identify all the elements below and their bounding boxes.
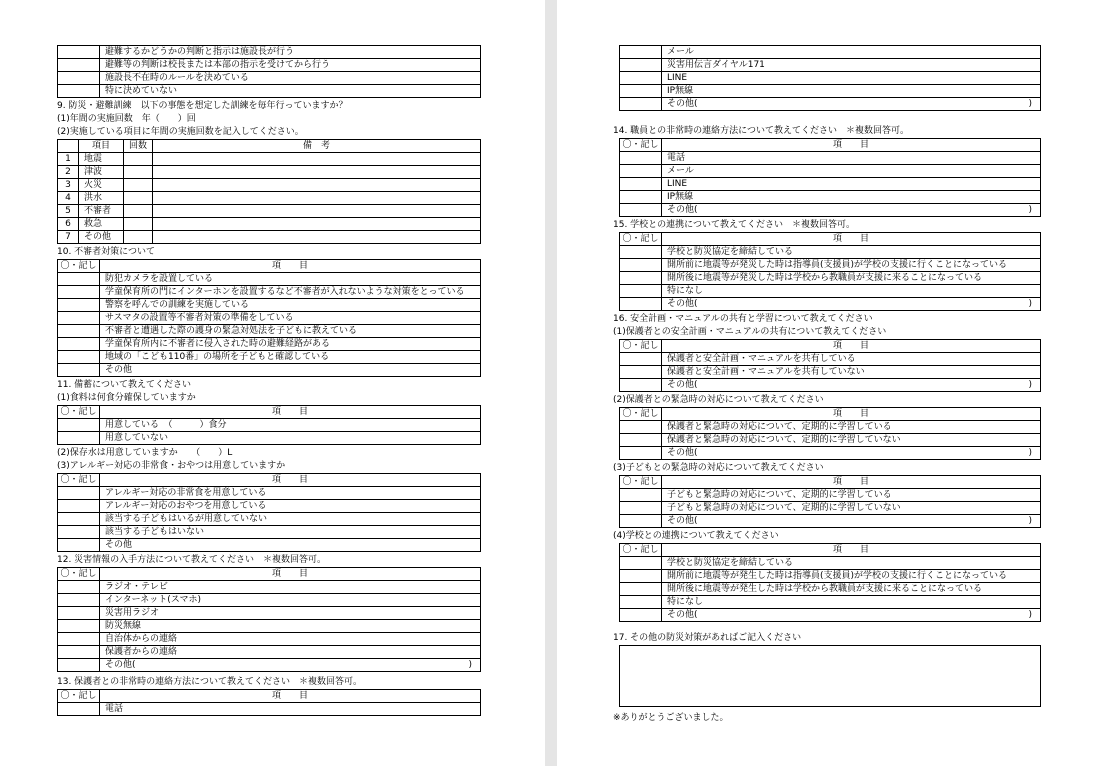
q17-title: 17. その他の防災対策があればご記入ください [613, 633, 802, 643]
q16-school-table [619, 543, 1041, 622]
item-label: サスマタの設置等不審者対策の準備をしている [105, 313, 294, 323]
table-row [58, 581, 481, 594]
mark-cell[interactable] [620, 152, 662, 165]
mark-column-header: 〇・記し [620, 233, 662, 246]
header-row [58, 406, 481, 419]
header-row [620, 340, 1041, 353]
item-label: 特に決めていない [105, 86, 178, 96]
item-label: IP無線 [667, 192, 694, 202]
table-row [58, 432, 481, 445]
item-label: 該当する子どもはいない [105, 527, 205, 537]
table-row [620, 421, 1041, 434]
item-label: その他( [667, 610, 698, 620]
table-row [58, 218, 481, 231]
item-label: その他 [105, 540, 133, 550]
table-row [620, 583, 1041, 596]
q16-title: 16. 安全計画・マニュアルの共有と学習について教えてください [613, 314, 873, 324]
item-label: その他( [667, 380, 698, 390]
item-tail: ) [1028, 299, 1032, 309]
q11-allergy-table [57, 473, 481, 552]
item-label: 防災無線 [105, 621, 142, 631]
item-label: アレルギー対応の非常食を用意している [105, 488, 267, 498]
table-row [620, 379, 1041, 392]
mark-cell[interactable] [58, 594, 100, 607]
q11-line3: (3)アレルギー対応の非常食・おやつは用意していますか [57, 461, 286, 471]
item-label: 地震 [79, 153, 124, 166]
q13-continued-table [619, 45, 1041, 111]
note-cell[interactable] [153, 205, 481, 218]
row-number: 5 [58, 205, 79, 218]
mark-cell[interactable] [620, 298, 662, 311]
table-row [58, 153, 481, 166]
mark-column-header: 〇・記し [620, 544, 662, 557]
table-row [620, 178, 1041, 191]
table-row [620, 59, 1041, 72]
mark-cell[interactable] [58, 500, 100, 513]
item-label: その他 [105, 365, 133, 375]
mark-column-header: 〇・記し [620, 139, 662, 152]
table-row [58, 594, 481, 607]
table-row [620, 353, 1041, 366]
item-label: その他( [667, 299, 698, 309]
table-row [58, 46, 481, 59]
item-label: IP無線 [667, 86, 694, 96]
item-label: 電話 [105, 704, 124, 714]
table-row [620, 298, 1041, 311]
mark-cell[interactable] [620, 489, 662, 502]
table-row [58, 72, 481, 85]
mark-cell[interactable] [620, 98, 662, 111]
q9-line1: (1)年間の実施回数 年（ ）回 [57, 114, 196, 124]
item-label: 開所後に地震等が発災した時は学校から教職員が支援に来ることになっている [667, 273, 983, 283]
item-label: 災害用ラジオ [105, 608, 160, 618]
note-cell[interactable] [153, 166, 481, 179]
mark-cell[interactable] [58, 432, 100, 445]
item-column-header: 項 目 [100, 406, 481, 419]
mark-cell[interactable] [620, 447, 662, 460]
item-label: 学童保育所内に不審者に侵入された時の避難経路がある [105, 339, 331, 349]
item-label: 開所前に地震等が発災した時は指導員(支援員)が学校の支援に行くことになっている [667, 260, 1008, 270]
table-row [58, 273, 481, 286]
q11-food-table [57, 405, 481, 445]
mark-cell[interactable] [58, 581, 100, 594]
count-cell[interactable] [124, 231, 153, 244]
mark-cell[interactable] [620, 285, 662, 298]
table-row [620, 152, 1041, 165]
item-label: 防犯カメラを設置している [105, 274, 214, 284]
item-label: 電話 [667, 153, 686, 163]
mark-cell[interactable] [620, 85, 662, 98]
note-cell[interactable] [153, 153, 481, 166]
mark-cell[interactable] [620, 421, 662, 434]
mark-cell[interactable] [58, 659, 100, 672]
table-row [620, 246, 1041, 259]
table-row [58, 85, 481, 98]
mark-cell[interactable] [58, 85, 100, 98]
table-row [620, 204, 1041, 217]
q14-title: 14. 職員との非常時の連絡方法について教えてください ＊複数回答可。 [613, 126, 909, 136]
mark-cell[interactable] [58, 487, 100, 500]
item-label: その他 [79, 231, 124, 244]
count-cell[interactable] [124, 218, 153, 231]
item-column-header: 項 目 [100, 690, 481, 703]
item-column-header: 項 目 [662, 544, 1041, 557]
item-label: 津波 [79, 166, 124, 179]
table-row [620, 85, 1041, 98]
item-column-header: 項目 [79, 140, 124, 153]
mark-cell[interactable] [620, 379, 662, 392]
q9-title: 9. 防災・避難訓練 以下の事態を想定した訓練を毎年行っていますか？ [57, 101, 348, 111]
table-row [58, 205, 481, 218]
mark-cell[interactable] [620, 570, 662, 583]
item-label: 子どもと緊急時の対応について、定期的に学習していない [667, 503, 901, 513]
item-column-header: 項 目 [100, 474, 481, 487]
row-number: 2 [58, 166, 79, 179]
mark-cell[interactable] [58, 646, 100, 659]
table-row [58, 299, 481, 312]
item-label: メール [667, 47, 694, 57]
header-row [58, 568, 481, 581]
table-row [58, 526, 481, 539]
mark-cell[interactable] [58, 299, 100, 312]
item-label: 用意していない [105, 433, 169, 443]
item-label: 避難等の判断は校長または本部の指示を受けてから行う [105, 60, 331, 70]
item-label: その他( [667, 99, 698, 109]
table-row [58, 500, 481, 513]
item-label: 救急 [79, 218, 124, 231]
q16-sub1: (1)保護者との安全計画・マニュアルの共有について教えてください [613, 327, 887, 337]
item-column-header: 項 目 [100, 568, 481, 581]
q13-table [57, 689, 481, 716]
mark-cell[interactable] [620, 557, 662, 570]
mark-cell[interactable] [58, 338, 100, 351]
item-label: 洪水 [79, 192, 124, 205]
q12-title: 12. 災害情報の入手方法について教えてください ＊複数回答可。 [57, 555, 326, 565]
q16-sub3: (3)子どもとの緊急時の対応について教えてください [613, 463, 824, 473]
table-row [58, 646, 481, 659]
item-label: 保護者と安全計画・マニュアルを共有している [667, 354, 856, 364]
mark-column-header: 〇・記し [58, 568, 100, 581]
table-row [620, 515, 1041, 528]
item-tail: ) [1028, 610, 1032, 620]
item-label: その他( [105, 660, 136, 670]
mark-cell[interactable] [58, 539, 100, 552]
item-label: アレルギー対応のおやつを用意している [105, 501, 267, 511]
mark-cell[interactable] [58, 72, 100, 85]
q10-title: 10. 不審者対策について [57, 247, 155, 257]
note-cell[interactable] [153, 218, 481, 231]
page-right [557, 0, 1102, 766]
item-column-header: 項 目 [100, 260, 481, 273]
mark-cell[interactable] [620, 72, 662, 85]
item-column-header: 項 目 [662, 340, 1041, 353]
mark-column-header: 〇・記し [58, 690, 100, 703]
table-row [58, 487, 481, 500]
item-label: 学校と防災協定を締結している [667, 247, 794, 257]
count-column-header: 回数 [124, 140, 153, 153]
table-row [58, 633, 481, 646]
item-label: その他( [667, 448, 698, 458]
mark-cell[interactable] [58, 620, 100, 633]
q16-share-table [619, 339, 1041, 392]
mark-column-header: 〇・記し [58, 260, 100, 273]
header-row [58, 260, 481, 273]
item-label: 子どもと緊急時の対応について、定期的に学習している [667, 490, 892, 500]
table-row [58, 338, 481, 351]
mark-column-header: 〇・記し [58, 474, 100, 487]
header-row [58, 140, 481, 153]
mark-cell[interactable] [58, 419, 100, 432]
mark-cell[interactable] [620, 259, 662, 272]
mark-cell[interactable] [58, 273, 100, 286]
table-row [58, 231, 481, 244]
mark-cell[interactable] [620, 59, 662, 72]
page-gap [545, 0, 557, 766]
item-label: LINE [667, 179, 688, 189]
q14-table [619, 138, 1041, 217]
mark-cell[interactable] [58, 325, 100, 338]
mark-cell[interactable] [620, 583, 662, 596]
item-column-header: 項 目 [662, 139, 1041, 152]
mark-cell[interactable] [620, 272, 662, 285]
table-row [620, 557, 1041, 570]
item-label: 不審者 [79, 205, 124, 218]
mark-cell[interactable] [58, 513, 100, 526]
header-row [58, 474, 481, 487]
item-label: LINE [667, 73, 688, 83]
mark-cell[interactable] [620, 191, 662, 204]
table-row [620, 191, 1041, 204]
item-label: 警察を呼んでの訓練を実施している [105, 300, 250, 310]
table-row [58, 703, 481, 716]
header-row [58, 690, 481, 703]
q16-sub2: (2)保護者との緊急時の対応について教えてください [613, 395, 824, 405]
mark-cell[interactable] [58, 59, 100, 72]
page-right-content [557, 0, 1102, 725]
q13-title: 13. 保護者との非常時の連絡方法について教えてください ＊複数回答可。 [57, 677, 362, 687]
mark-cell[interactable] [58, 351, 100, 364]
mark-column-header: 〇・記し [620, 408, 662, 421]
q16-sub4: (4)学校との連携について教えてください [613, 531, 779, 541]
item-label: 火災 [79, 179, 124, 192]
mark-cell[interactable] [620, 609, 662, 622]
q11-line1: (1)食料は何食分確保していますか [57, 393, 196, 403]
table-row [58, 620, 481, 633]
mark-column-header: 〇・記し [58, 406, 100, 419]
item-label: 施設長不在時のルールを決めている [105, 73, 249, 83]
mark-cell[interactable] [620, 515, 662, 528]
mark-column-header: 〇・記し [620, 476, 662, 489]
table-row [58, 513, 481, 526]
item-label: 用意している （ ）食分 [105, 420, 227, 430]
header-row [620, 408, 1041, 421]
item-label: 自治体からの連絡 [105, 634, 178, 644]
header-row [620, 233, 1041, 246]
item-label: 開所後に地震等が発生した時は学校から教職員が支援に来ることになっている [667, 584, 983, 594]
item-label: インターネット(スマホ) [105, 595, 202, 605]
count-cell[interactable] [124, 192, 153, 205]
mark-cell[interactable] [620, 178, 662, 191]
item-tail: ) [1028, 448, 1032, 458]
note-cell[interactable] [153, 179, 481, 192]
table-row [58, 166, 481, 179]
item-label: 特になし [667, 597, 704, 607]
note-cell[interactable] [153, 231, 481, 244]
mark-cell[interactable] [58, 633, 100, 646]
table-row [58, 539, 481, 552]
count-cell[interactable] [124, 166, 153, 179]
table-row [58, 325, 481, 338]
mark-cell[interactable] [58, 607, 100, 620]
mark-cell[interactable] [620, 204, 662, 217]
table-row [620, 98, 1041, 111]
item-label: 保護者と安全計画・マニュアルを共有していない [667, 367, 865, 377]
row-number: 6 [58, 218, 79, 231]
table-row [620, 272, 1041, 285]
mark-column-header: 〇・記し [620, 340, 662, 353]
q11-line2: (2)保存水は用意していますか （ ）L [57, 448, 233, 458]
note-cell[interactable] [153, 192, 481, 205]
table-row [58, 419, 481, 432]
item-label: 保護者と緊急時の対応について、定期的に学習している [667, 422, 892, 432]
item-tail: ) [468, 660, 472, 670]
row-number: 3 [58, 179, 79, 192]
q17-free-entry-box[interactable] [619, 645, 1041, 707]
table-row [620, 609, 1041, 622]
mark-cell[interactable] [620, 596, 662, 609]
header-row [620, 139, 1041, 152]
item-label: 開所前に地震等が発生した時は指導員(支援員)が学校の支援に行くことになっている [667, 571, 1008, 581]
item-label: 該当する子どもはいるが用意していない [105, 514, 268, 524]
item-label: 保護者からの連絡 [105, 647, 178, 657]
item-label: 特になし [667, 286, 704, 296]
mark-cell[interactable] [620, 46, 662, 59]
table-row [58, 312, 481, 325]
item-label: 避難するかどうかの判断と指示は施設長が行う [105, 47, 295, 57]
item-tail: ) [1028, 99, 1032, 109]
item-column-header: 項 目 [662, 476, 1041, 489]
table-row [58, 179, 481, 192]
table-row [620, 570, 1041, 583]
q12-table [57, 567, 481, 672]
corner-header [58, 140, 79, 153]
item-label: 災害用伝言ダイヤル171 [667, 60, 765, 70]
row-number: 4 [58, 192, 79, 205]
table-row [58, 659, 481, 672]
mark-cell[interactable] [620, 366, 662, 379]
mark-cell[interactable] [620, 165, 662, 178]
item-label: メール [667, 166, 694, 176]
q11-title: 11. 備蓄について教えてください [57, 380, 191, 390]
table-row [620, 366, 1041, 379]
mark-cell[interactable] [620, 246, 662, 259]
thanks-note: ※ありがとうございました。 [613, 713, 729, 723]
mark-cell[interactable] [58, 286, 100, 299]
page-left-content [0, 0, 545, 716]
mark-cell[interactable] [58, 46, 100, 59]
table-row [58, 286, 481, 299]
item-column-header: 項 目 [662, 233, 1041, 246]
table-row [620, 165, 1041, 178]
table-row [620, 447, 1041, 460]
table-row [58, 364, 481, 377]
item-label: 不審者と遭遇した際の護身の緊急対処法を子どもに教えている [105, 326, 358, 336]
item-tail: ) [1028, 380, 1032, 390]
mark-cell[interactable] [58, 703, 100, 716]
header-row [620, 544, 1041, 557]
table-row [620, 596, 1041, 609]
count-cell[interactable] [124, 205, 153, 218]
q9-line2: (2)実施している項目に年間の実施回数を記入してください。 [57, 127, 304, 137]
table-row [58, 351, 481, 364]
item-tail: ) [1028, 205, 1032, 215]
mark-cell[interactable] [58, 526, 100, 539]
table-row [620, 434, 1041, 447]
q9-table [57, 139, 481, 244]
table-row [620, 502, 1041, 515]
item-label: 学校と防災協定を締結している [667, 558, 794, 568]
q16-children-table [619, 475, 1041, 528]
item-label: 保護者と緊急時の対応について、定期的に学習していない [667, 435, 901, 445]
table-row [58, 59, 481, 72]
table-row [620, 259, 1041, 272]
q10-table [57, 259, 481, 377]
header-row [620, 476, 1041, 489]
q16-guardian-table [619, 407, 1041, 460]
mark-cell[interactable] [620, 353, 662, 366]
page-left [0, 0, 545, 766]
row-number: 7 [58, 231, 79, 244]
note-column-header: 備 考 [153, 140, 481, 153]
item-label: 学童保育所の門にインターホンを設置するなど不審者が入れないような対策をとっている [105, 287, 465, 297]
item-tail: ) [1028, 516, 1032, 526]
item-label: その他( [667, 516, 698, 526]
table-row [620, 46, 1041, 59]
q8-continued-table [57, 45, 481, 98]
table-row [620, 489, 1041, 502]
table-row [620, 285, 1041, 298]
mark-cell[interactable] [620, 434, 662, 447]
item-column-header: 項 目 [662, 408, 1041, 421]
table-row [58, 192, 481, 205]
item-label: ラジオ・テレビ [105, 582, 168, 592]
table-row [620, 72, 1041, 85]
mark-cell[interactable] [58, 364, 100, 377]
row-number: 1 [58, 153, 79, 166]
item-label: その他( [667, 205, 698, 215]
mark-cell[interactable] [620, 502, 662, 515]
item-label: 地域の「こども110番」の場所を子どもと確認している [105, 352, 330, 362]
table-row [58, 607, 481, 620]
q15-table [619, 232, 1041, 311]
q15-title: 15. 学校との連携について教えてください ＊複数回答可。 [613, 220, 855, 230]
mark-cell[interactable] [58, 312, 100, 325]
count-cell[interactable] [124, 179, 153, 192]
count-cell[interactable] [124, 153, 153, 166]
